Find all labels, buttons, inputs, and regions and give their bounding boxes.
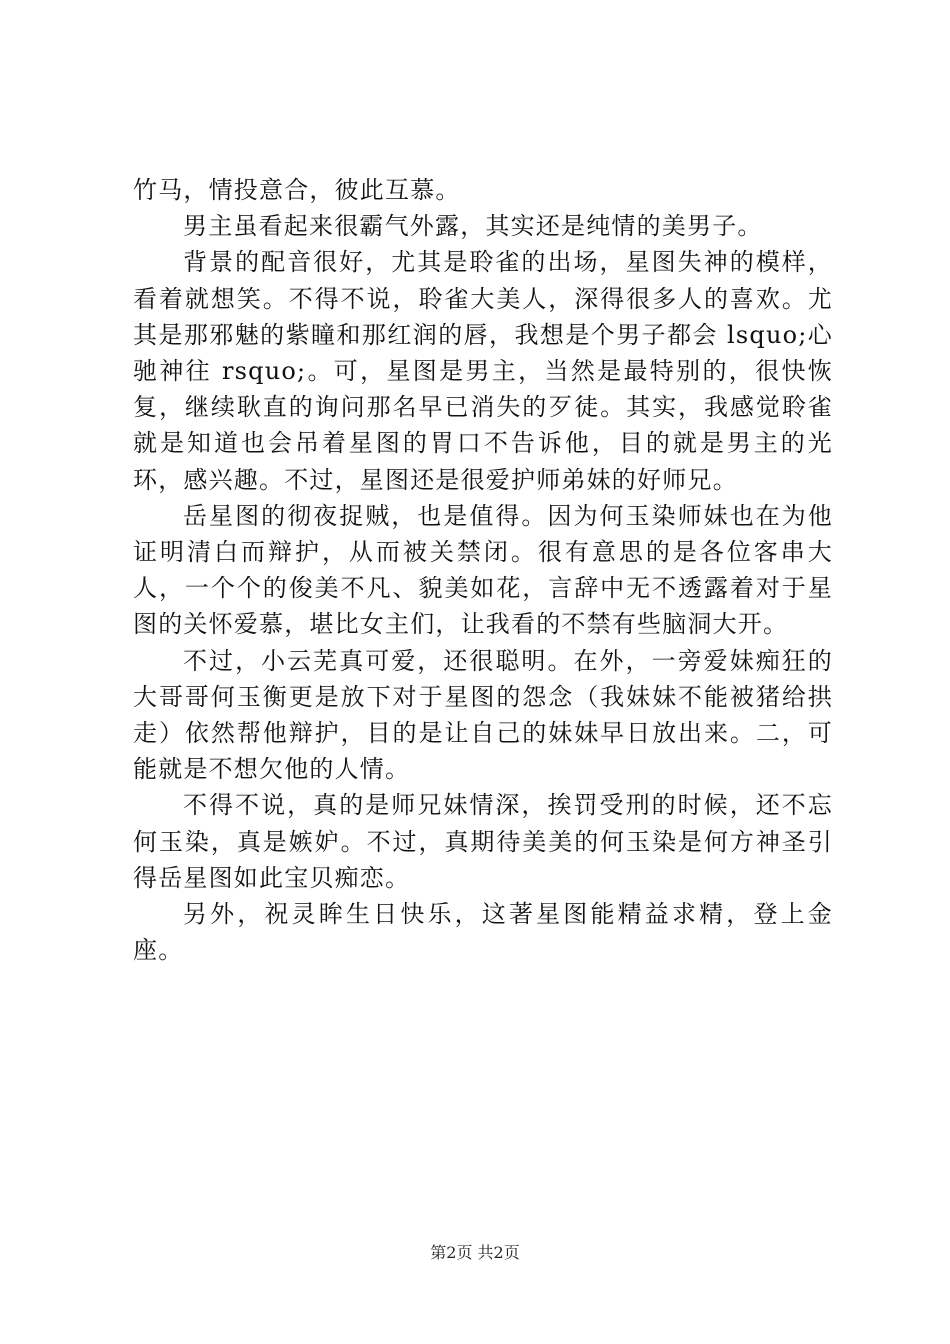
paragraph: 岳星图的彻夜捉贼，也是值得。因为何玉染师妹也在为他证明清白而辩护，从而被关禁闭。很有意思的是各位客串大人，一个个的俊美不凡、貌美如花，言辞中无不透露着对于星图的关怀爱慕，堪比女主们，让我看的不禁有些脑洞大开。 — [133, 501, 833, 639]
paragraph-continuation: 竹马，情投意合，彼此互慕。 — [133, 176, 461, 204]
page-number-footer: 第2页 共2页 — [430, 1243, 520, 1262]
paragraph: 不过，小云芜真可爱，还很聪明。在外，一旁爱妹痴狂的大哥哥何玉衡更是放下对于星图的怨念（我妹妹不能被猪给拱走）依然帮他辩护，目的是让自己的妹妹早日放出来。二，可能就是不想欠他的人情。 — [133, 646, 833, 784]
paragraph: 不得不说，真的是师兄妹情深，挨罚受刑的时候，还不忘何玉染，真是嫉妒。不过，真期待美美的何玉染是何方神圣引得岳星图如此宝贝痴恋。 — [133, 791, 833, 892]
paragraph: 男主虽看起来很霸气外露，其实还是纯情的美男子。 — [183, 212, 763, 241]
paragraph: 另外，祝灵眸生日快乐，这著星图能精益求精，登上金座。 — [133, 900, 833, 965]
paragraph: 背景的配音很好，尤其是聆雀的出场，星图失神的模样，看着就想笑。不得不说，聆雀大美人，深得很多人的喜欢。尤其是那邪魅的紫瞳和那红润的唇，我想是个男子都会 lsquo;心驰神往 rsquo;。可，星图是男主，当然是最特别的，很快恢复，继续耿直的询问那名早已消失的歹徒。其实，我感觉聆雀就是知道也会吊着星图的胃口不告诉他，目的就是男主的光环，感兴趣。不过，星图还是很爱护师弟妹的好师兄。 — [133, 248, 833, 494]
document-body — [133, 172, 833, 968]
